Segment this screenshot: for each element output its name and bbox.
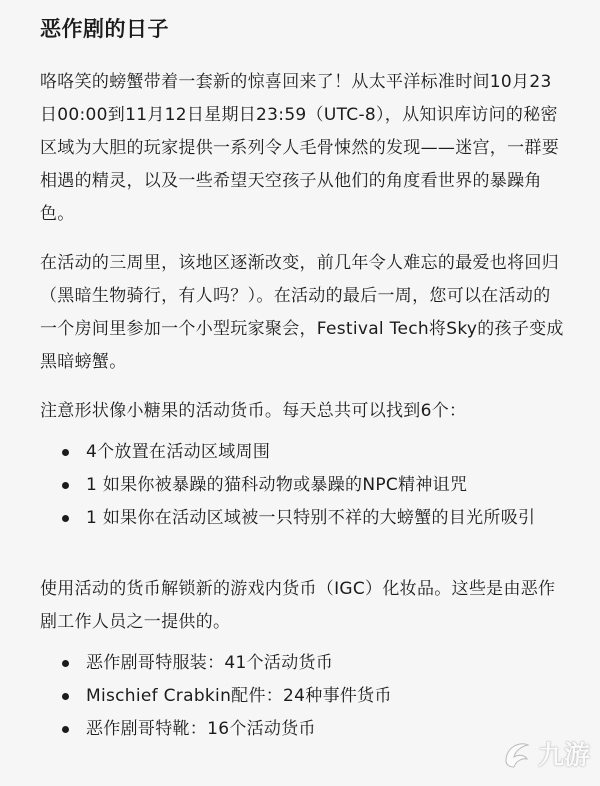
igc-items-list xyxy=(40,647,566,746)
jiuyou-logo-icon xyxy=(500,737,534,771)
spacer xyxy=(40,535,566,573)
list-item-text: 恶作剧哥特服装：41个活动货币 xyxy=(86,653,334,673)
list-item xyxy=(40,502,566,535)
list-item-text: 4个放置在活动区域周围 xyxy=(86,442,271,462)
bullet-icon xyxy=(62,482,69,489)
event-weeks-paragraph: 在活动的三周里，该地区逐渐改变，前几年令人难忘的最爱也将回归（黑暗生物骑行，有人吗？）。在活动的最后一周，您可以在活动的一个房间里参加一个小型玩家聚会，Festival Tech将Sky的孩子变成黑暗螃蟹。 xyxy=(40,253,564,372)
list-item-text: 恶作剧哥特靴：16个活动货币 xyxy=(86,719,316,739)
list-item-text: 1 如果你在活动区域被一只特别不祥的大螃蟹的目光所吸引 xyxy=(86,508,536,528)
list-item xyxy=(40,469,566,502)
list-item xyxy=(40,647,566,680)
watermark xyxy=(500,735,590,772)
bullet-icon xyxy=(62,449,69,456)
bullet-icon xyxy=(62,515,69,522)
bullet-icon xyxy=(62,693,69,700)
igc-paragraph: 使用活动的货币解锁新的游戏内货币（IGC）化妆品。这些是由恶作剧工作人员之一提供的。 xyxy=(40,579,556,632)
bullet-icon xyxy=(62,726,69,733)
list-item-text: Mischief Crabkin配件：24种事件货币 xyxy=(86,686,392,706)
currency-paragraph: 注意形状像小糖果的活动货币。每天总共可以找到6个： xyxy=(40,401,467,421)
list-item xyxy=(40,713,566,746)
intro-paragraph: 咯咯笑的螃蟹带着一套新的惊喜回来了！从太平洋标准时间10月23日00:00到11月12日星期日23:59（UTC-8），从知识库访问的秘密区域为大胆的玩家提供一系列令人毛骨悚然的发现——迷宫，一群要相遇的精灵，以及一些希望天空孩子从他们的角度看世界的暴躁角色。 xyxy=(40,72,559,224)
currency-sources-list xyxy=(40,436,566,535)
article-title: 恶作剧的日子 xyxy=(40,17,169,41)
watermark-text: 九游 xyxy=(537,741,590,771)
bullet-icon xyxy=(62,660,69,667)
list-item xyxy=(40,680,566,713)
list-item xyxy=(40,436,566,469)
list-item-text: 1 如果你被暴躁的猫科动物或暴躁的NPC精神诅咒 xyxy=(86,475,468,495)
